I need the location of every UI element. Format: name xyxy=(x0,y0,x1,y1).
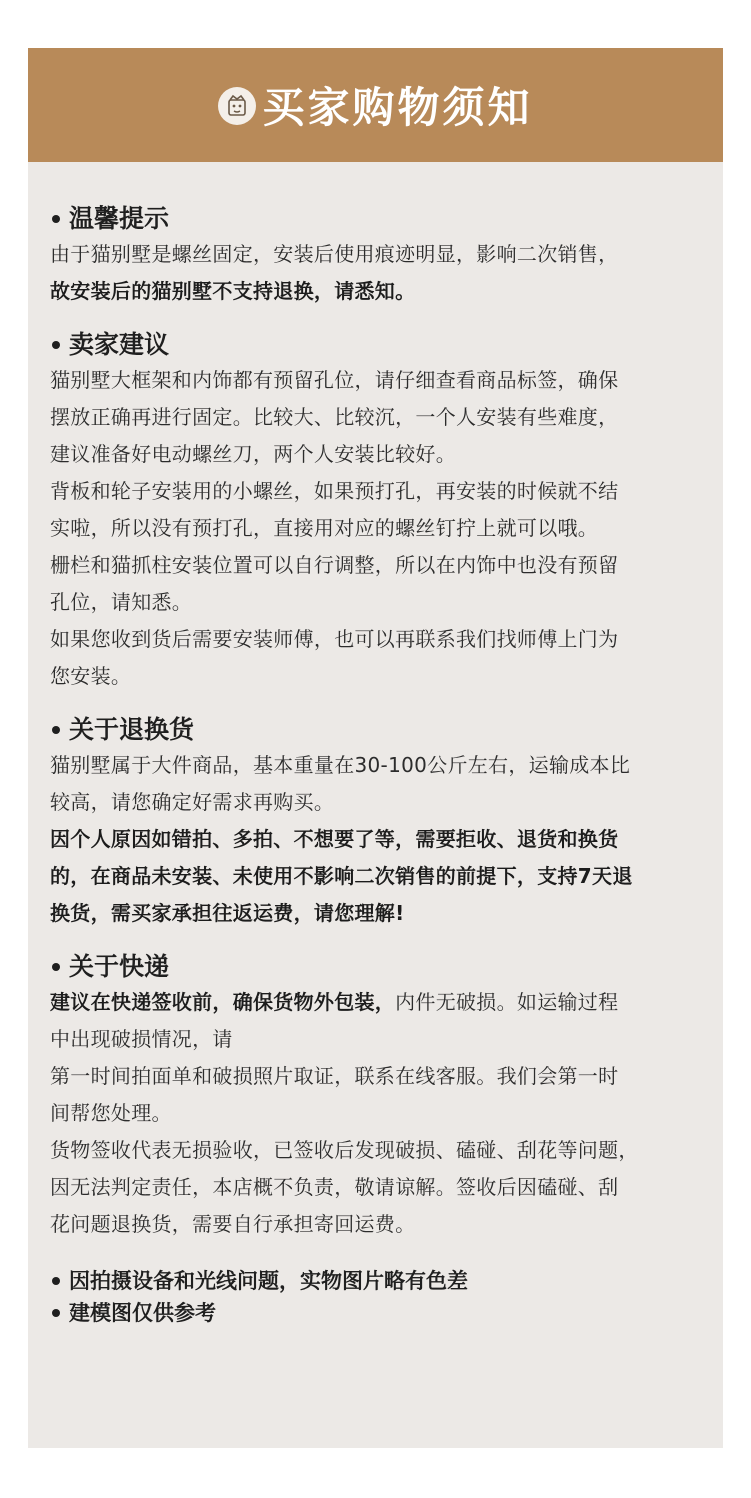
shipping-line xyxy=(50,984,701,1021)
tips-text: 由于猫别墅是螺丝固定，安装后使用痕迹明显，影响二次销售， xyxy=(50,242,619,266)
shipping-line: 因无法判定责任，本店概不负责，敬请谅解。签收后因磕碰、刮 xyxy=(50,1175,619,1199)
shipping-line-rest: 内件无破损。如运输过程 xyxy=(395,990,619,1014)
note-model-reference: 建模图仅供参考 xyxy=(50,1297,701,1329)
returns-line: 较高，请您确定好需求再购买。 xyxy=(50,790,335,814)
advice-line: 实啦，所以没有预打孔，直接用对应的螺丝钉拧上就可以哦。 xyxy=(50,516,599,540)
shipping-line: 间帮您处理。 xyxy=(50,1101,172,1125)
returns-line-bold: 因个人原因如错拍、多拍、不想要了等，需要拒收、退货和换货 xyxy=(50,827,619,851)
advice-line: 栅栏和猫抓柱安装位置可以自行调整，所以在内饰中也没有预留 xyxy=(50,553,619,577)
section-title-seller-advice: 卖家建议 xyxy=(50,328,701,362)
bullet-icon xyxy=(52,215,60,223)
bullet-icon xyxy=(52,1309,60,1317)
section-title-tips: 温馨提示 xyxy=(50,202,701,236)
returns-line-bold: 换货，需买家承担往返运费，请您理解! xyxy=(50,901,405,925)
shipping-line: 花问题退换货，需要自行承担寄回运费。 xyxy=(50,1212,416,1236)
returns-line: 猫别墅属于大件商品，基本重量在30-100公斤左右，运输成本比 xyxy=(50,753,631,777)
shipping-line: 货物签收代表无损验收，已签收后发现破损、磕碰、刮花等问题， xyxy=(50,1138,639,1162)
bullet-icon xyxy=(52,1277,60,1285)
bullet-icon xyxy=(52,963,60,971)
shop-logo-icon xyxy=(218,87,256,125)
note-color-difference: 因拍摄设备和光线问题，实物图片略有色差 xyxy=(50,1265,701,1297)
advice-line: 如果您收到货后需要安装师傅，也可以再联系我们找师傅上门为 xyxy=(50,627,619,651)
advice-line: 背板和轮子安装用的小螺丝，如果预打孔，再安装的时候就不结 xyxy=(50,479,619,503)
returns-line-bold: 的，在商品未安装、未使用不影响二次销售的前提下，支持7天退 xyxy=(50,864,633,888)
notice-content xyxy=(28,162,723,1329)
tips-text-bold: 故安装后的猫别墅不支持退换，请悉知。 xyxy=(50,279,416,303)
footer-notes xyxy=(50,1265,701,1329)
bullet-icon xyxy=(52,341,60,349)
advice-line: 您安装。 xyxy=(50,664,132,688)
shipping-line: 第一时间拍面单和破损照片取证，联系在线客服。我们会第一时 xyxy=(50,1064,619,1088)
shipping-line: 中出现破损情况，请 xyxy=(50,1027,233,1051)
advice-line: 孔位，请知悉。 xyxy=(50,590,193,614)
header-banner xyxy=(28,48,723,162)
shipping-line-bold-part: 建议在快递签收前，确保货物外包装， xyxy=(50,990,396,1014)
section-title-returns: 关于退换货 xyxy=(50,713,701,747)
advice-line: 猫别墅大框架和内饰都有预留孔位，请仔细查看商品标签，确保 xyxy=(50,368,619,392)
bullet-icon xyxy=(52,726,60,734)
advice-line: 摆放正确再进行固定。比较大、比较沉，一个人安装有些难度， xyxy=(50,405,619,429)
section-title-shipping: 关于快递 xyxy=(50,950,701,984)
advice-line: 建议准备好电动螺丝刀，两个人安装比较好。 xyxy=(50,442,456,466)
notice-card xyxy=(28,48,723,1448)
page-title: 买家购物须知 xyxy=(262,83,533,132)
